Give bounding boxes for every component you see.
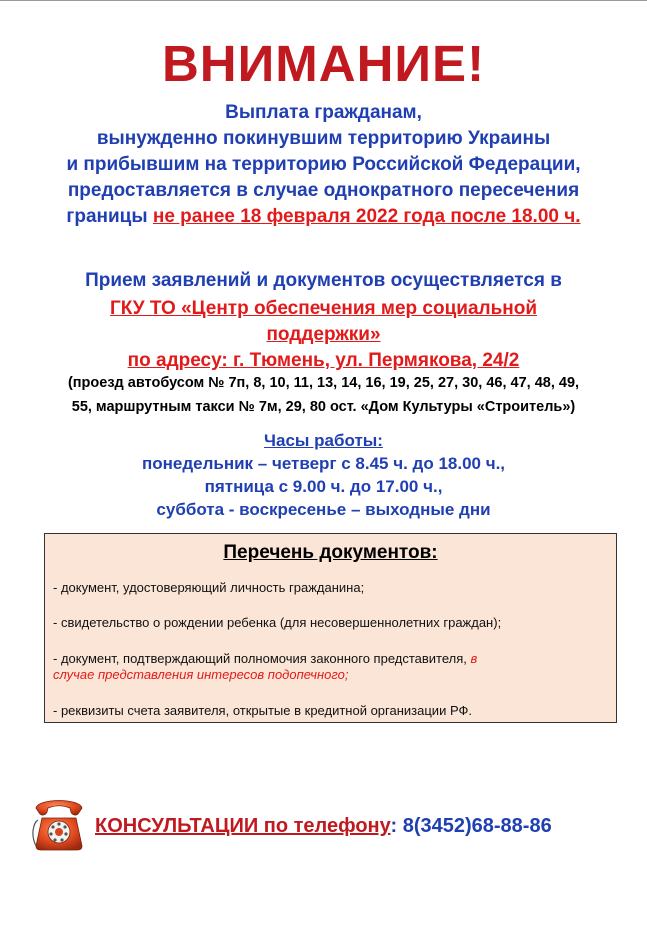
documents-panel [44, 533, 617, 723]
transport-line-1: (проезд автобусом № 7п, 8, 10, 11, 13, 14, 16, 19, 25, 27, 30, 46, 47, 48, 49, [67, 375, 580, 391]
document-item-1: - документ, удостоверяющий личность гражданина; [53, 580, 365, 595]
consultation-line [95, 813, 552, 839]
consultation-phone[interactable]: 8(3452)68-88-86 [402, 815, 552, 837]
intro-line-2: вынужденно покинувшим территорию Украины [96, 128, 551, 149]
document-item-2: - свидетельство о рождении ребенка (для несовершеннолетних граждан); [53, 615, 502, 630]
document-item-4: - реквизиты счета заявителя, открытые в кредитной организации РФ. [53, 703, 472, 718]
address: по адресу: г. Тюмень, ул. Пермякова, 24/2 [127, 350, 520, 371]
document-item-3 [53, 651, 608, 683]
document-item-3-note-b: случае представления интересов подопечного; [53, 667, 349, 682]
consultation-colon: : [390, 815, 403, 837]
hours-friday: пятница с 9.00 ч. до 17.00 ч., [204, 477, 443, 496]
top-border-line [0, 0, 647, 1]
document-item-3-note-a: в [470, 651, 478, 666]
reception-line: Прием заявлений и документов осуществляется в [85, 270, 562, 291]
intro-line-1: Выплата гражданам, [225, 102, 422, 123]
intro-line-4: предоставляется в случае однократного пересечения [67, 180, 580, 201]
hours-weekend: суббота - воскресенье – выходные дни [156, 500, 491, 519]
intro-line-5 [0, 204, 647, 230]
hours-weekdays: понедельник – четверг с 8.45 ч. до 18.00 ч., [141, 454, 506, 473]
documents-heading: Перечень документов: [223, 542, 438, 563]
page-title: ВНИМАНИЕ! [161, 35, 486, 92]
telephone-icon [32, 794, 86, 852]
date-highlight: не ранее 18 февраля 2022 года после 18.00 ч. [152, 206, 581, 227]
document-item-3-text: - документ, подтверждающий полномочия законного представителя, [53, 651, 471, 666]
hours-heading: Часы работы: [264, 431, 383, 450]
org-name-line-2: поддержки» [266, 324, 381, 345]
transport-line-2: 55, маршрутным такси № 7м, 29, 80 ост. «Дом Культуры «Строитель») [71, 399, 576, 415]
org-name-line-1: ГКУ ТО «Центр обеспечения мер социальной [109, 298, 538, 319]
intro-line-3: и прибывшим на территорию Российской Федерации, [66, 154, 581, 175]
consultation-label: КОНСУЛЬТАЦИИ по телефону [95, 815, 391, 837]
intro-line-5-prefix: границы [66, 206, 153, 227]
